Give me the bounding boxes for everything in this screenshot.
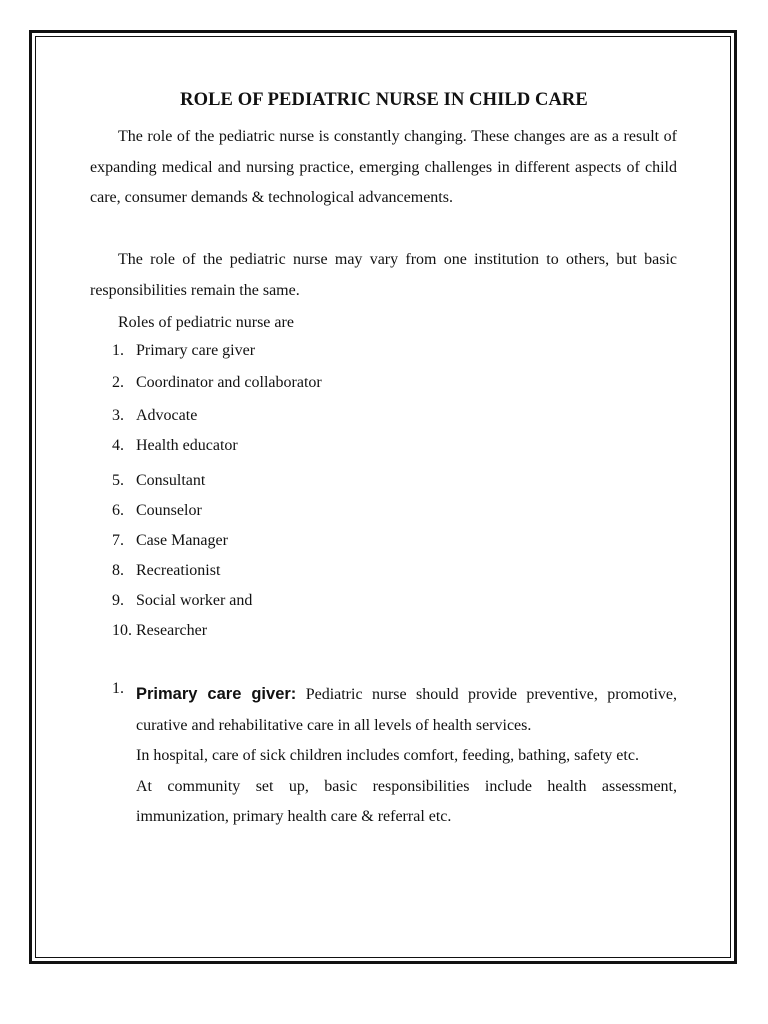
list-item-number: 1.	[112, 342, 124, 359]
detail-intro: Pediatric nurse should provide preventive, promotive, curative and rehabilitative care in all levels of health services.	[136, 686, 677, 734]
detail-heading: Primary care giver:	[136, 685, 297, 703]
list-item-text: Primary care giver	[136, 342, 256, 359]
detail-hospital: In hospital, care of sick children includes comfort, feeding, bathing, safety etc.	[136, 747, 639, 764]
list-item-text: Case Manager	[136, 532, 228, 549]
list-item-number: 4.	[112, 437, 124, 454]
list-item-text: Consultant	[136, 472, 206, 489]
list-item-text: Social worker and	[136, 592, 253, 609]
paragraph-role-changing: The role of the pediatric nurse is constantly changing. These changes are as a result of expanding medical and nursing practice, emerging challenges in different aspects of child care, consumer demands & technological advancements.	[90, 128, 677, 206]
list-item-text: Health educator	[136, 437, 238, 454]
document-title: ROLE OF PEDIATRIC NURSE IN CHILD CARE	[180, 90, 588, 110]
detail-community: At community set up, basic responsibilities include health assessment, immunization, primary health care & referral etc.	[136, 777, 677, 825]
list-item-text: Researcher	[136, 622, 208, 639]
list-item-number: 8.	[112, 562, 124, 579]
list-item-text: Recreationist	[136, 562, 221, 579]
list-item-text: Coordinator and collaborator	[136, 374, 322, 391]
list-item-number: 5.	[112, 472, 124, 489]
list-item-text: Advocate	[136, 407, 198, 424]
list-item-number: 3.	[112, 407, 124, 424]
detail-number: 1.	[112, 680, 124, 697]
list-item-number: 10.	[112, 622, 132, 639]
list-item-number: 6.	[112, 502, 124, 519]
list-item-number: 7.	[112, 532, 124, 549]
detail-body	[136, 679, 677, 833]
list-item-text: Counselor	[136, 502, 202, 519]
paragraph-role-varies: The role of the pediatric nurse may vary from one institution to others, but basic responsibilities remain the same.	[90, 251, 677, 299]
list-item-number: 9.	[112, 592, 124, 609]
list-item-number: 2.	[112, 374, 124, 391]
roles-intro: Roles of pediatric nurse are	[118, 314, 294, 331]
